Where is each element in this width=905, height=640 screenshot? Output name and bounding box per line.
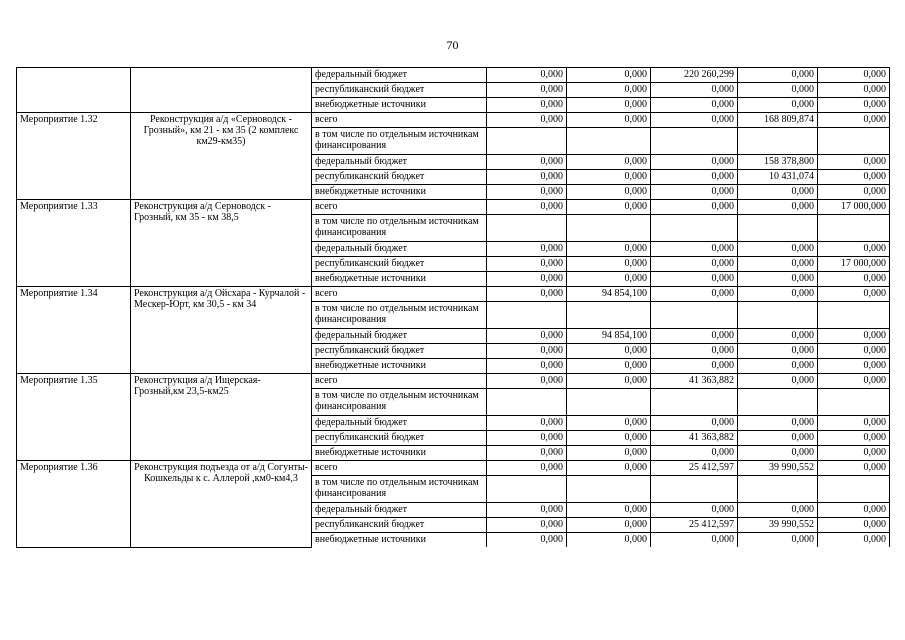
value-cell: 0,000 (818, 416, 890, 431)
source-cell: внебюджетные источники (312, 533, 487, 548)
measure-name: Реконструкция подъезда от а/д Согунты-Кошкельды к с. Аллерой ,км0-км4,3 (131, 461, 312, 548)
source-cell: в том числе по отдельным источникам финансирования (312, 215, 487, 242)
table-row (17, 461, 890, 476)
value-cell: 0,000 (738, 287, 818, 302)
value-cell: 0,000 (818, 272, 890, 287)
source-cell: федеральный бюджет (312, 68, 487, 83)
measure-name: Реконструкция а/д «Серноводск - Грозный», км 21 - км 35 (2 комплекс км29-км35) (131, 113, 312, 200)
value-cell: 0,000 (651, 359, 738, 374)
value-cell: 0,000 (567, 155, 651, 170)
value-cell: 25 412,597 (651, 518, 738, 533)
source-cell: внебюджетные источники (312, 359, 487, 374)
value-cell: 0,000 (567, 446, 651, 461)
value-cell: 0,000 (487, 287, 567, 302)
value-cell: 0,000 (487, 272, 567, 287)
value-cell: 0,000 (487, 359, 567, 374)
value-cell: 0,000 (818, 185, 890, 200)
value-cell: 0,000 (567, 374, 651, 389)
value-cell (487, 476, 567, 503)
value-cell: 0,000 (738, 83, 818, 98)
measure-name: Реконструкция а/д Серноводск - Грозный, км 35 - км 38,5 (131, 200, 312, 287)
value-cell: 0,000 (567, 533, 651, 548)
source-cell: федеральный бюджет (312, 242, 487, 257)
source-cell: федеральный бюджет (312, 416, 487, 431)
value-cell: 0,000 (567, 83, 651, 98)
source-cell: внебюджетные источники (312, 446, 487, 461)
value-cell (818, 302, 890, 329)
value-cell: 0,000 (567, 416, 651, 431)
value-cell (818, 128, 890, 155)
value-cell: 0,000 (487, 518, 567, 533)
source-cell: федеральный бюджет (312, 329, 487, 344)
value-cell: 0,000 (738, 257, 818, 272)
value-cell: 0,000 (487, 374, 567, 389)
value-cell: 0,000 (651, 446, 738, 461)
source-cell: федеральный бюджет (312, 503, 487, 518)
source-cell: республиканский бюджет (312, 431, 487, 446)
page-number: 70 (446, 38, 459, 52)
value-cell: 0,000 (651, 272, 738, 287)
value-cell: 0,000 (487, 344, 567, 359)
value-cell: 0,000 (818, 170, 890, 185)
source-cell: республиканский бюджет (312, 257, 487, 272)
value-cell: 0,000 (487, 155, 567, 170)
value-cell: 0,000 (651, 155, 738, 170)
value-cell: 0,000 (567, 98, 651, 113)
table-row (17, 287, 890, 302)
value-cell (651, 476, 738, 503)
value-cell: 0,000 (738, 200, 818, 215)
value-cell: 41 363,882 (651, 431, 738, 446)
value-cell: 0,000 (487, 461, 567, 476)
value-cell: 0,000 (818, 461, 890, 476)
value-cell (818, 215, 890, 242)
value-cell: 0,000 (818, 242, 890, 257)
measure-name: Реконструкция а/д Ищерская-Грозный,км 23,5-км25 (131, 374, 312, 461)
value-cell (738, 215, 818, 242)
value-cell: 0,000 (651, 503, 738, 518)
measure-cell (17, 68, 131, 113)
value-cell: 0,000 (487, 83, 567, 98)
table-row (17, 200, 890, 215)
value-cell (738, 302, 818, 329)
value-cell: 0,000 (818, 68, 890, 83)
value-cell: 0,000 (818, 503, 890, 518)
value-cell: 0,000 (818, 329, 890, 344)
value-cell (738, 128, 818, 155)
value-cell: 0,000 (487, 170, 567, 185)
source-cell: всего (312, 374, 487, 389)
value-cell: 0,000 (567, 518, 651, 533)
source-cell: республиканский бюджет (312, 83, 487, 98)
value-cell: 0,000 (487, 257, 567, 272)
value-cell: 0,000 (567, 113, 651, 128)
value-cell: 0,000 (567, 170, 651, 185)
value-cell (487, 128, 567, 155)
value-cell: 0,000 (487, 113, 567, 128)
value-cell: 10 431,074 (738, 170, 818, 185)
value-cell: 0,000 (818, 287, 890, 302)
source-cell: в том числе по отдельным источникам финансирования (312, 128, 487, 155)
value-cell: 0,000 (818, 533, 890, 548)
value-cell: 0,000 (567, 431, 651, 446)
value-cell (567, 128, 651, 155)
value-cell: 17 000,000 (818, 257, 890, 272)
value-cell: 0,000 (818, 83, 890, 98)
value-cell: 0,000 (651, 329, 738, 344)
value-cell: 0,000 (818, 359, 890, 374)
value-cell: 0,000 (738, 98, 818, 113)
source-cell: республиканский бюджет (312, 518, 487, 533)
value-cell: 0,000 (738, 416, 818, 431)
value-cell: 0,000 (487, 431, 567, 446)
value-cell (567, 389, 651, 416)
value-cell (818, 476, 890, 503)
value-cell: 0,000 (567, 257, 651, 272)
value-cell: 0,000 (818, 446, 890, 461)
value-cell: 0,000 (487, 242, 567, 257)
value-cell: 0,000 (651, 83, 738, 98)
measure-id: Мероприятие 1.32 (17, 113, 131, 200)
value-cell: 0,000 (487, 329, 567, 344)
value-cell: 0,000 (487, 98, 567, 113)
source-cell: в том числе по отдельным источникам финансирования (312, 389, 487, 416)
source-cell: в том числе по отдельным источникам финансирования (312, 476, 487, 503)
value-cell: 0,000 (738, 359, 818, 374)
value-cell: 39 990,552 (738, 518, 818, 533)
value-cell: 17 000,000 (818, 200, 890, 215)
value-cell: 0,000 (651, 344, 738, 359)
source-cell: в том числе по отдельным источникам финансирования (312, 302, 487, 329)
value-cell (487, 389, 567, 416)
value-cell (651, 302, 738, 329)
value-cell: 0,000 (567, 344, 651, 359)
source-cell: внебюджетные источники (312, 185, 487, 200)
value-cell: 0,000 (818, 518, 890, 533)
measure-id: Мероприятие 1.35 (17, 374, 131, 461)
value-cell: 0,000 (651, 242, 738, 257)
value-cell: 0,000 (487, 416, 567, 431)
value-cell: 0,000 (487, 533, 567, 548)
value-cell: 94 854,100 (567, 329, 651, 344)
value-cell: 0,000 (567, 68, 651, 83)
value-cell: 0,000 (487, 446, 567, 461)
source-cell: республиканский бюджет (312, 344, 487, 359)
value-cell: 0,000 (487, 68, 567, 83)
value-cell: 39 990,552 (738, 461, 818, 476)
value-cell: 0,000 (651, 170, 738, 185)
value-cell: 0,000 (818, 155, 890, 170)
value-cell: 0,000 (738, 68, 818, 83)
value-cell: 94 854,100 (567, 287, 651, 302)
value-cell (567, 215, 651, 242)
value-cell: 0,000 (738, 185, 818, 200)
value-cell: 0,000 (738, 533, 818, 548)
value-cell (487, 215, 567, 242)
value-cell (738, 476, 818, 503)
value-cell: 220 260,299 (651, 68, 738, 83)
value-cell (487, 302, 567, 329)
value-cell: 0,000 (567, 242, 651, 257)
source-cell: всего (312, 200, 487, 215)
value-cell: 41 363,882 (651, 374, 738, 389)
table-row (17, 374, 890, 389)
value-cell: 25 412,597 (651, 461, 738, 476)
source-cell: внебюджетные источники (312, 98, 487, 113)
value-cell: 0,000 (818, 431, 890, 446)
value-cell (651, 215, 738, 242)
source-cell: федеральный бюджет (312, 155, 487, 170)
value-cell: 168 809,874 (738, 113, 818, 128)
value-cell: 0,000 (818, 113, 890, 128)
value-cell: 0,000 (567, 200, 651, 215)
value-cell (567, 302, 651, 329)
value-cell: 0,000 (818, 98, 890, 113)
value-cell: 0,000 (738, 446, 818, 461)
value-cell: 0,000 (738, 431, 818, 446)
source-cell: всего (312, 287, 487, 302)
value-cell: 0,000 (738, 329, 818, 344)
value-cell: 0,000 (487, 503, 567, 518)
value-cell: 0,000 (567, 272, 651, 287)
value-cell: 0,000 (487, 200, 567, 215)
value-cell: 0,000 (651, 257, 738, 272)
budget-table (16, 67, 890, 548)
value-cell: 0,000 (567, 503, 651, 518)
source-cell: республиканский бюджет (312, 170, 487, 185)
source-cell: всего (312, 461, 487, 476)
value-cell (738, 389, 818, 416)
value-cell: 0,000 (651, 287, 738, 302)
value-cell (651, 389, 738, 416)
value-cell: 0,000 (651, 185, 738, 200)
measure-id: Мероприятие 1.36 (17, 461, 131, 548)
measure-id: Мероприятие 1.34 (17, 287, 131, 374)
value-cell: 0,000 (651, 200, 738, 215)
source-cell: внебюджетные источники (312, 272, 487, 287)
value-cell (651, 128, 738, 155)
value-cell: 0,000 (567, 359, 651, 374)
value-cell: 0,000 (738, 272, 818, 287)
value-cell: 0,000 (567, 185, 651, 200)
value-cell: 158 378,800 (738, 155, 818, 170)
measure-name: Реконструкция а/д Ойсхара - Курчалой - Мескер-Юрт, км 30,5 - км 34 (131, 287, 312, 374)
source-cell: всего (312, 113, 487, 128)
measure-id: Мероприятие 1.33 (17, 200, 131, 287)
value-cell: 0,000 (738, 344, 818, 359)
value-cell: 0,000 (818, 344, 890, 359)
value-cell (818, 389, 890, 416)
value-cell: 0,000 (651, 416, 738, 431)
table-row (17, 113, 890, 128)
value-cell: 0,000 (487, 185, 567, 200)
value-cell (567, 476, 651, 503)
value-cell: 0,000 (567, 461, 651, 476)
value-cell: 0,000 (651, 98, 738, 113)
value-cell: 0,000 (738, 242, 818, 257)
value-cell: 0,000 (818, 374, 890, 389)
measure-name-cell (131, 68, 312, 113)
table-row (17, 68, 890, 83)
value-cell: 0,000 (651, 113, 738, 128)
value-cell: 0,000 (738, 374, 818, 389)
value-cell: 0,000 (738, 503, 818, 518)
value-cell: 0,000 (651, 533, 738, 548)
